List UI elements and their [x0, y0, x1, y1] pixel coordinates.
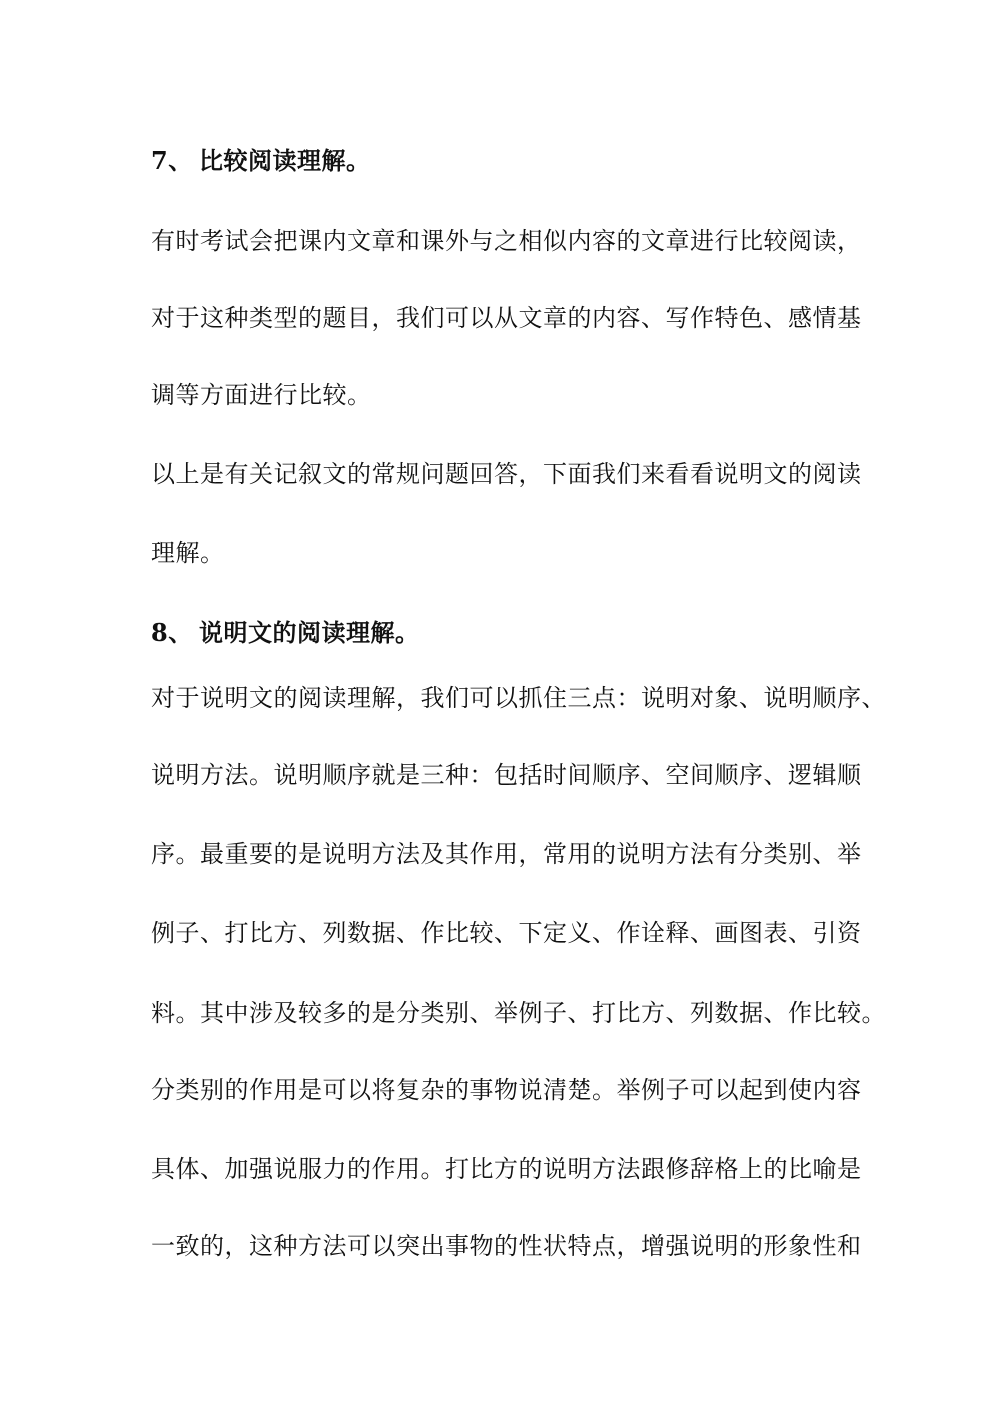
section-7-heading [151, 145, 371, 177]
paragraph-line: 一致的，这种方法可以突出事物的性状特点，增强说明的形象性和 [151, 1232, 862, 1260]
section-7-number: 7、 [151, 146, 193, 175]
paragraph-line: 对于说明文的阅读理解，我们可以抓住三点：说明对象、说明顺序、 [151, 684, 886, 712]
paragraph-line: 以上是有关记叙文的常规问题回答，下面我们来看看说明文的阅读 [151, 460, 862, 488]
paragraph-line: 序。最重要的是说明方法及其作用，常用的说明方法有分类别、举 [151, 840, 862, 868]
section-8-number: 8、 [151, 618, 193, 647]
paragraph-line: 调等方面进行比较。 [151, 381, 372, 409]
section-8-heading [151, 617, 420, 649]
paragraph-line: 理解。 [151, 539, 225, 567]
paragraph-line: 具体、加强说服力的作用。打比方的说明方法跟修辞格上的比喻是 [151, 1155, 862, 1183]
paragraph-line: 料。其中涉及较多的是分类别、举例子、打比方、列数据、作比较。 [151, 999, 886, 1027]
paragraph-line: 说明方法。说明顺序就是三种：包括时间顺序、空间顺序、逻辑顺 [151, 761, 862, 789]
paragraph-line: 有时考试会把课内文章和课外与之相似内容的文章进行比较阅读， [151, 227, 862, 255]
paragraph-line: 例子、打比方、列数据、作比较、下定义、作诠释、画图表、引资 [151, 919, 862, 947]
paragraph-line: 对于这种类型的题目，我们可以从文章的内容、写作特色、感情基 [151, 304, 862, 332]
paragraph-line: 分类别的作用是可以将复杂的事物说清楚。举例子可以起到使内容 [151, 1076, 862, 1104]
section-8-title: 说明文的阅读理解。 [199, 618, 420, 647]
section-7-title: 比较阅读理解。 [199, 146, 371, 175]
